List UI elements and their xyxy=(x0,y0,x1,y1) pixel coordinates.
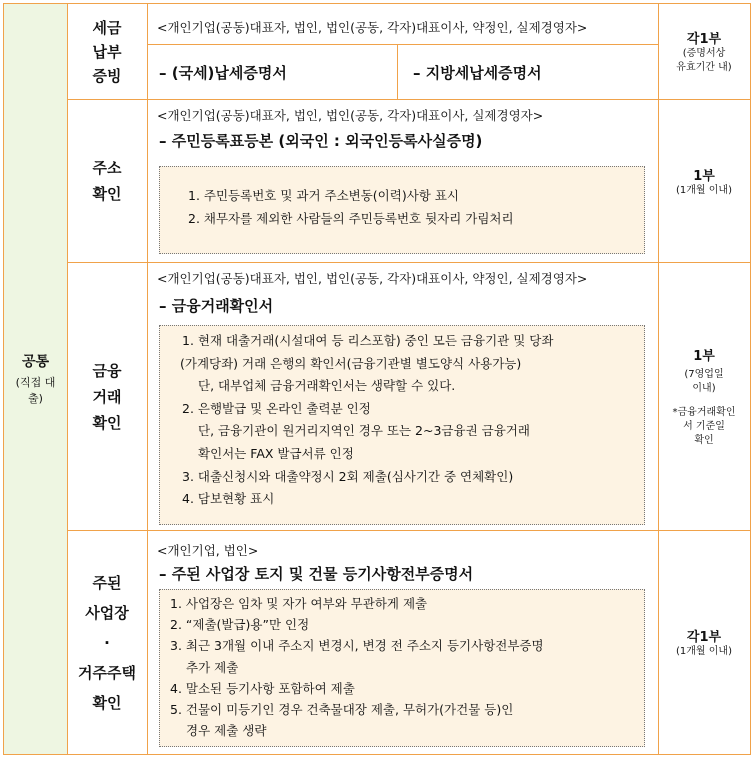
category-title: 공통 xyxy=(21,354,50,370)
document-table xyxy=(3,3,751,755)
row-content xyxy=(147,4,659,99)
row-address xyxy=(67,100,750,263)
row-label xyxy=(67,4,148,99)
note-item: 1. 사업장은 임차 및 자가 여부와 무관하게 제출 xyxy=(170,596,428,611)
note-item: 2. “제출(발급)용”만 인정 xyxy=(170,617,310,633)
row-label-line: 세금 xyxy=(92,18,122,37)
row-label-line: 확인 xyxy=(92,693,122,712)
note-item: 4. 말소된 등기사항 포함하여 제출 xyxy=(170,680,355,696)
row-label-line: 주소 xyxy=(92,159,122,177)
row-label xyxy=(67,531,148,754)
validity-note: 서 기준일 xyxy=(683,421,725,432)
required-document: – (국세)납세증명서 xyxy=(159,64,287,82)
note-item: 추가 제출 xyxy=(186,659,239,675)
divider xyxy=(147,44,658,45)
row-label-line: 확인 xyxy=(92,185,122,203)
row-label-line: 납부 xyxy=(92,42,122,61)
validity-note: 유효기간 내) xyxy=(676,62,732,73)
applicant-list: <개인기업(공동)대표자, 법인, 법인(공동, 각자)대표이사, 실제경영자> xyxy=(157,108,544,123)
note-item: (가계당좌) 거래 은행의 확인서(금융기관별 별도양식 사용가능) xyxy=(180,355,522,371)
validity-note: 이내) xyxy=(692,383,716,394)
row-financial-transactions xyxy=(67,263,750,531)
required-document: – 주된 사업장 토지 및 건물 등기사항전부증명서 xyxy=(159,565,474,583)
copy-count-cell xyxy=(658,531,750,754)
note-item: 단, 대부업체 금융거래확인서는 생략할 수 있다. xyxy=(198,378,456,394)
row-label xyxy=(67,100,148,262)
validity-note: (증명서상 xyxy=(682,48,726,59)
row-content xyxy=(147,263,659,530)
note-item: 5. 건물이 미등기인 경우 건축물대장 제출, 무허가(가건물 등)인 xyxy=(170,702,514,718)
row-label-line: 주된 xyxy=(92,573,122,592)
note-item: 2. 은행발급 및 온라인 출력분 인정 xyxy=(182,400,371,416)
divider xyxy=(397,44,398,99)
required-document: – 금융거래확인서 xyxy=(159,297,274,315)
note-item: 3. 대출신청시와 대출약정시 2회 제출(심사기간 중 연체확인) xyxy=(182,468,514,484)
applicant-list: <개인기업, 법인> xyxy=(157,543,259,558)
note-item: 4. 담보현황 표시 xyxy=(182,491,275,507)
row-label-line: · xyxy=(104,633,110,652)
category-cell xyxy=(4,4,68,754)
applicant-list: <개인기업(공동)대표자, 법인, 법인(공동, 각자)대표이사, 약정인, 실제경영자> xyxy=(157,20,588,35)
row-label-line: 확인 xyxy=(92,413,122,432)
applicant-list: <개인기업(공동)대표자, 법인, 법인(공동, 각자)대표이사, 약정인, 실제경영자> xyxy=(157,271,588,286)
row-label-line: 사업장 xyxy=(85,603,129,622)
category-subtitle: (직접 대출) xyxy=(15,376,56,405)
row-label-line: 거래 xyxy=(92,387,122,406)
note-item: 3. 최근 3개월 이내 주소지 변경시, 변경 전 주소지 등기사항전부증명 xyxy=(170,638,544,654)
copy-count: 각1부 xyxy=(686,630,722,645)
row-content xyxy=(147,100,659,262)
validity-note: (1개월 이내) xyxy=(676,184,732,196)
row-label-line: 금융 xyxy=(92,361,122,380)
copy-count: 각1부 xyxy=(686,32,722,47)
required-document: – 지방세납세증명서 xyxy=(413,64,542,82)
row-label-line: 거주주택 xyxy=(78,663,136,682)
note-box xyxy=(159,325,645,525)
validity-note: (1개월 이내) xyxy=(676,646,732,657)
note-item: 1. 현재 대출거래(시설대여 등 리스포함) 중인 모든 금융기관 및 당좌 xyxy=(182,333,554,348)
copy-count-cell xyxy=(658,263,750,530)
note-item: 확인서는 FAX 발급서류 인정 xyxy=(198,445,354,461)
row-tax-payment xyxy=(67,4,750,100)
validity-note: *금융거래확인 xyxy=(672,407,736,418)
note-item: 경우 제출 생략 xyxy=(186,723,267,739)
copy-count: 1부 xyxy=(693,349,715,364)
validity-note: (7영업일 xyxy=(684,369,724,380)
copy-count: 1부 xyxy=(693,168,715,184)
row-label xyxy=(67,263,148,530)
required-document: – 주민등록표등본 (외국인 : 외국인등록사실증명) xyxy=(159,132,483,150)
copy-count-cell xyxy=(658,4,750,99)
note-box xyxy=(159,166,645,254)
row-content xyxy=(147,531,659,754)
validity-note: 확인 xyxy=(694,435,714,446)
note-item: 단, 금융기관이 원거리지역인 경우 또는 2~3금융권 금융거래 xyxy=(198,423,530,439)
note-box xyxy=(159,589,645,747)
note-item: 1. 주민등록번호 및 과거 주소변동(이력)사항 표시 xyxy=(188,188,459,203)
note-item: 2. 채무자를 제외한 사람들의 주민등록번호 뒷자리 가림처리 xyxy=(188,210,514,226)
row-business-site xyxy=(67,531,750,754)
copy-count-cell xyxy=(658,100,750,262)
row-label-line: 증빙 xyxy=(92,66,122,85)
